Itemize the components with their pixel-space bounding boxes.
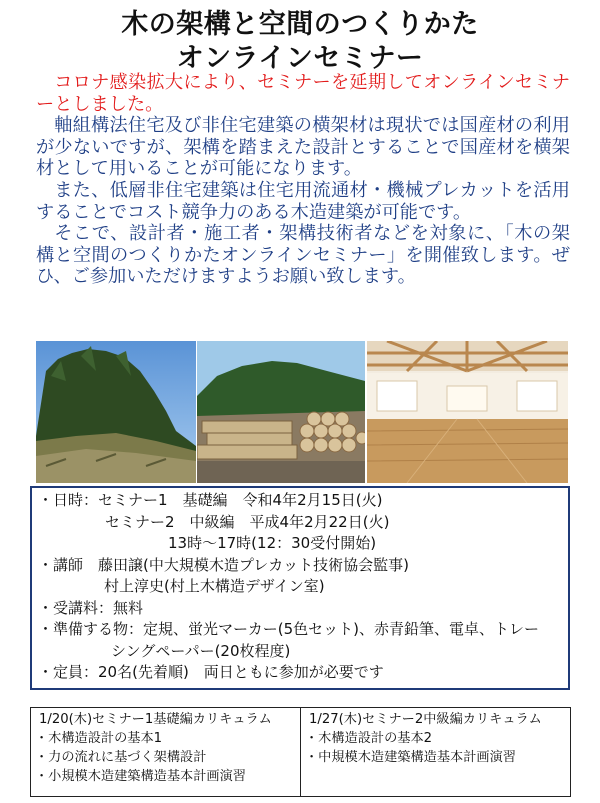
- curriculum-2-title: 1/27(木)セミナー2中級編カリキュラム: [309, 712, 542, 727]
- curriculum-box-1: [30, 707, 301, 797]
- curriculum-1-item: ・木構造設計の基本1: [35, 731, 163, 746]
- lecturer-2: 村上淳史(村上木構造デザイン室): [104, 577, 325, 595]
- curriculum-1-title: 1/20(木)セミナー1基礎編カリキュラム: [39, 712, 272, 727]
- fee-row: ・受講料：無料: [38, 598, 144, 617]
- intro-paragraph-3: そこで、設計者・施工者・架構技術者などを対象に、「木の架構と空間のつくりかたオンラインセミナー」を開催致します。ぜひ、ご参加いただけますようお願い致します。: [36, 223, 570, 288]
- page-title-line1: 木の架構と空間のつくりかた: [121, 9, 479, 40]
- capacity-row: ・定員：20名(先着順) 両日ともに参加が必要です: [38, 663, 384, 681]
- page-title-line2: オンラインセミナー: [176, 43, 424, 74]
- seminar-info-box: [30, 486, 570, 690]
- timber-interior-photo: [367, 341, 568, 483]
- prep-items-1: 定規、蛍光マーカー(5色セット)、赤青鉛筆、電卓、トレー: [143, 620, 539, 638]
- seminar2-date: セミナー2 中級編 平成4年2月22日(火): [105, 512, 390, 531]
- notice-paragraph: コロナ感染拡大により、セミナーを延期してオンラインセミナーとしました。: [36, 72, 570, 115]
- intro-text: [36, 72, 570, 288]
- prep-label: ・準備する物：: [38, 620, 144, 638]
- curriculum-2-item: ・木構造設計の基本2: [305, 731, 433, 746]
- intro-paragraph-1: 軸組構法住宅及び非住宅建築の横架材は現状では国産材の利用が少ないですが、架構を踏まえた設計とすることで国産材を横架材として用いることが可能になります。: [36, 115, 570, 180]
- seminar1-date: セミナー1 基礎編 令和4年2月15日(火): [98, 491, 383, 509]
- date-label: ・日時：: [38, 491, 99, 509]
- intro-paragraph-2: また、低層非住宅建築は住宅用流通材・機械プレカットを活用することでコスト競争力のある木造建築が可能です。: [36, 179, 570, 223]
- curriculum-box-2: [300, 707, 571, 797]
- curriculum-1-item: ・小規模木造建築構造基本計画演習: [35, 769, 246, 784]
- photo-strip: [36, 341, 568, 483]
- lecturer-label: ・講師: [38, 555, 99, 574]
- lecturer-row: [38, 555, 568, 577]
- curriculum-2-item: ・中規模木造建築構造基本計画演習: [305, 750, 516, 765]
- curriculum-1-item: ・力の流れに基づく架構設計: [35, 750, 207, 765]
- date-row: [38, 490, 568, 512]
- prep-row: [38, 619, 568, 641]
- lecturer-1: 藤田譲(中大規模木造プレカット技術協会監事): [98, 555, 409, 574]
- seminar-time: 13時～17時(12：30受付開始): [168, 534, 377, 552]
- log-yard-photo: [197, 341, 365, 483]
- forest-photo: [36, 341, 196, 483]
- prep-items-2: シングペーパー(20枚程度): [111, 641, 291, 660]
